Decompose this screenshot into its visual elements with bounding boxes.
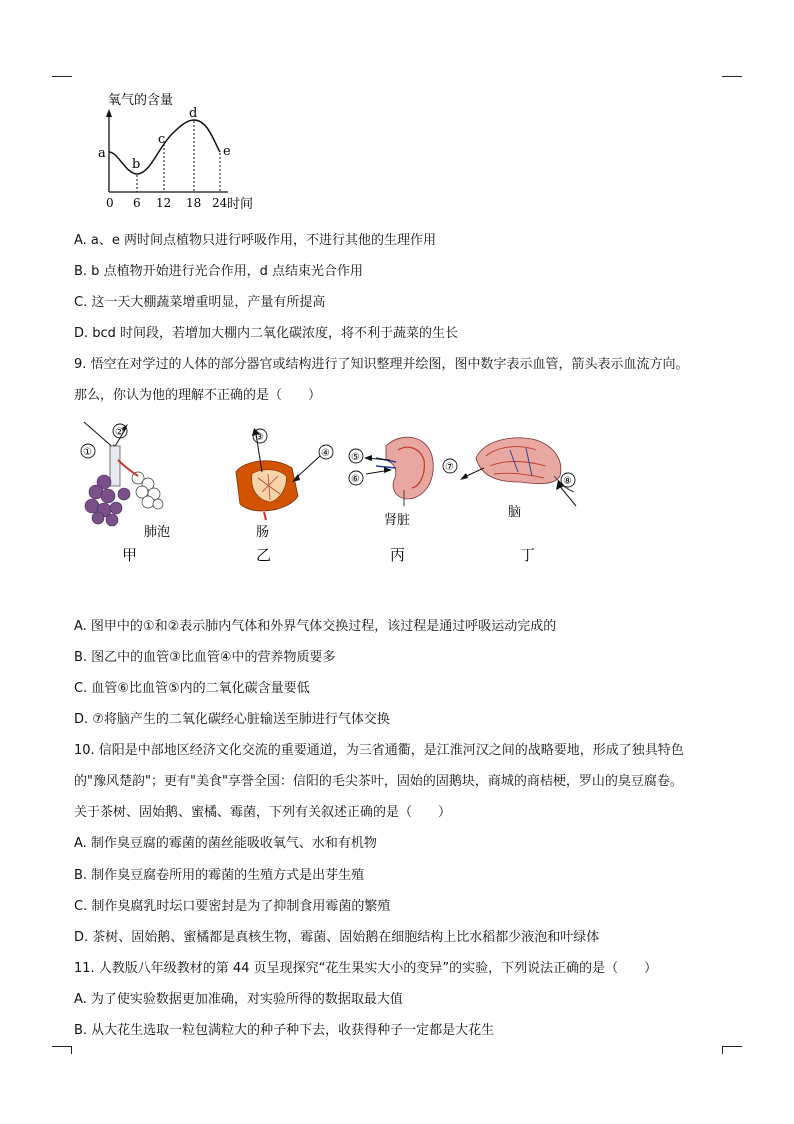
question-11-stem: 11. 人教版八年级教材的第 44 页呈现探究“花生果实大小的变异”的实验，下列说法正确的是（ ） <box>74 961 658 976</box>
graph-xlabel: 时间 <box>227 197 254 212</box>
option-10a: A. 制作臭豆腐的霉菌的菌丝能吸收氧气、水和有机物 <box>74 836 377 851</box>
question-10-prompt: 关于茶树、固始鹅、蜜橘、霉菌，下列有关叙述正确的是（ ） <box>74 805 452 820</box>
label-alveoli: 肺泡 <box>144 525 171 540</box>
question-10-stem-2: 的"豫风楚韵"；更有"美食"享誉全国：信阳的毛尖茶叶，固始的固鹅块，商城的商桔梗，罗山的臭豆腐卷。 <box>74 774 683 789</box>
vessel-1: ① <box>83 447 92 458</box>
oxygen-graph <box>92 86 272 214</box>
vessel-2: ② <box>115 427 124 438</box>
point-label-d: d <box>189 106 198 121</box>
vessel-4: ④ <box>321 448 330 459</box>
tick-18: 18 <box>186 196 202 210</box>
option-8d: D. bcd 时间段，若增加大棚内二氧化碳浓度，将不利于蔬菜的生长 <box>74 326 459 341</box>
point-label-c: c <box>158 132 166 147</box>
panel-bing: 丙 <box>390 546 406 564</box>
question-10-stem-1: 10. 信阳是中部地区经济文化交流的重要通道，为三省通衢，是江淮河汉之间的战略要地，形成了独具特色 <box>74 743 684 758</box>
vessel-7: ⑦ <box>445 462 454 473</box>
option-8c: C. 这一天大棚蔬菜增重明显，产量有所提高 <box>74 295 326 310</box>
point-label-b: b <box>132 157 141 172</box>
vessel-3: ③ <box>255 432 264 443</box>
intestine-drawing <box>236 428 320 520</box>
crop-mark-top-right <box>722 76 742 77</box>
option-10c: C. 制作臭腐乳时坛口要密封是为了抑制食用霉菌的繁殖 <box>74 899 391 914</box>
tick-0: 0 <box>106 196 114 210</box>
label-intestine: 肠 <box>256 525 270 540</box>
panel-ding: 丁 <box>520 546 536 564</box>
crop-mark-top-left <box>52 76 72 77</box>
graph-ylabel: 氧气的含量 <box>108 93 174 108</box>
point-label-e: e <box>223 144 231 159</box>
tick-12: 12 <box>156 196 172 210</box>
panel-jia: 甲 <box>122 546 138 564</box>
option-9c: C. 血管⑥比血管⑤内的二氧化碳含量要低 <box>74 681 310 696</box>
question-9-prompt: 那么，你认为他的理解不正确的是（ ） <box>74 388 322 403</box>
kidney-drawing <box>364 437 433 506</box>
option-8a: A. a、e 两时间点植物只进行呼吸作用，不进行其他的生理作用 <box>74 233 437 248</box>
point-label-a: a <box>98 146 106 161</box>
vessel-6: ⑥ <box>351 474 360 485</box>
tick-6: 6 <box>133 196 141 210</box>
option-10b: B. 制作臭豆腐卷所用的霉菌的生殖方式是出芽生殖 <box>74 868 365 883</box>
option-8b: B. b 点植物开始进行光合作用，d 点结束光合作用 <box>74 264 363 279</box>
option-9a: A. 图甲中的①和②表示肺内气体和外界气体交换过程，该过程是通过呼吸运动完成的 <box>74 619 557 634</box>
label-kidney: 肾脏 <box>384 513 411 528</box>
option-9d: D. ⑦将脑产生的二氧化碳经心脏输送至肺进行气体交换 <box>74 712 390 727</box>
tick-24: 24 <box>212 196 228 210</box>
option-10d: D. 茶树、固始鹅、蜜橘都是真核生物，霉菌、固始鹅在细胞结构上比水稻都少液泡和叶绿体 <box>74 930 600 945</box>
vessel-5: ⑤ <box>351 452 360 463</box>
organ-figure <box>74 420 594 570</box>
question-9-stem: 9. 悟空在对学过的人体的部分器官或结构进行了知识整理并绘图，图中数字表示血管，箭头表示血流方向。 <box>74 357 689 372</box>
option-11a: A. 为了使实验数据更加准确，对实验所得的数据取最大值 <box>74 992 403 1007</box>
crop-mark-bottom-left <box>52 1046 72 1047</box>
crop-mark-bottom-right-v <box>722 1046 723 1054</box>
label-brain: 脑 <box>508 505 522 520</box>
vessel-8: ⑧ <box>563 476 572 487</box>
option-9b: B. 图乙中的血管③比血管④中的营养物质要多 <box>74 650 336 665</box>
panel-yi: 乙 <box>256 546 272 564</box>
option-11b: B. 从大花生选取一粒包满粒大的种子种下去，收获得种子一定都是大花生 <box>74 1023 495 1038</box>
crop-mark-bottom-right <box>722 1046 742 1047</box>
brain-drawing <box>460 438 576 506</box>
crop-mark-bottom-left-v <box>71 1046 72 1054</box>
